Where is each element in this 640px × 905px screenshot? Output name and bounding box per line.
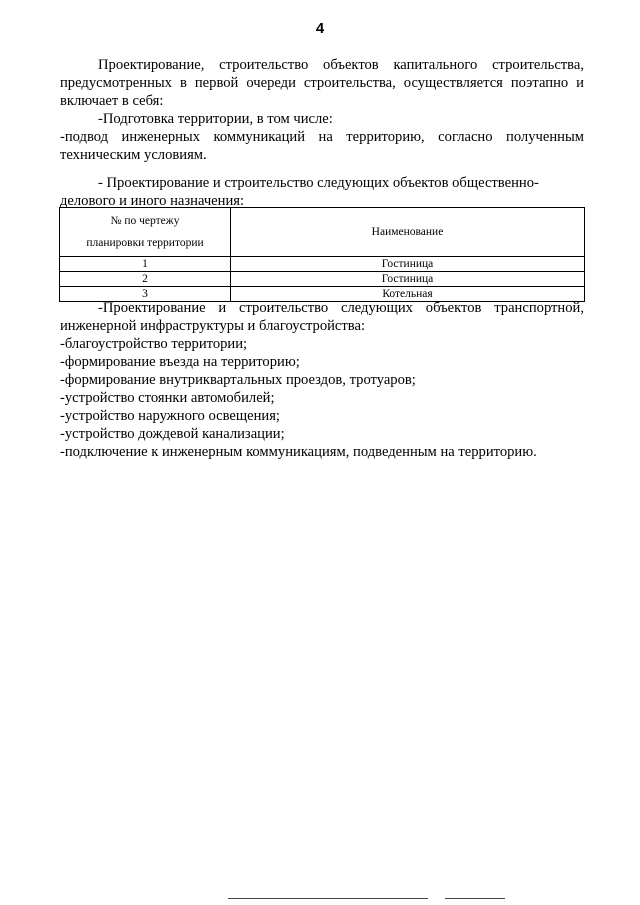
table-row [60, 257, 585, 272]
row-number: 1 [60, 257, 231, 272]
territory-prep-item-line1: -подвод инженерных коммуникаций на территорию, согласно полученным [60, 129, 584, 145]
list-item: -устройство наружного освещения; [60, 408, 280, 424]
header-number-cell [60, 208, 231, 257]
page-number: 4 [315, 20, 325, 37]
row-number: 2 [60, 272, 231, 287]
header-number-line1: № по чертежу [110, 215, 180, 227]
row-name: Котельная [231, 287, 585, 302]
list-item: -устройство дождевой канализации; [60, 426, 285, 442]
row-number: 3 [60, 287, 231, 302]
objects-table [59, 207, 585, 302]
list-item: -формирование внутриквартальных проездов, тротуаров; [60, 372, 416, 388]
list-item: -формирование въезда на территорию; [60, 354, 300, 370]
public-objects-section [60, 174, 584, 210]
intro-text: Проектирование, строительство объектов капитального строительства, предусмотренных в первой очереди строительства, осуществляется поэтапно и включает в себя: [60, 57, 584, 109]
public-objects-line2: делового и иного назначения: [60, 193, 245, 209]
row-name: Гостиница [231, 272, 585, 287]
table-header-row [60, 208, 585, 257]
row-name: Гостиница [231, 257, 585, 272]
public-objects-line1: - Проектирование и строительство следующих объектов общественно- [98, 175, 539, 191]
footer-divider [228, 898, 428, 899]
list-item: -подключение к инженерным коммуникациям, подведенным на территорию. [60, 444, 537, 460]
list-item: -устройство стоянки автомобилей; [60, 390, 275, 406]
territory-prep-heading: -Подготовка территории, в том числе: [98, 111, 333, 127]
footer-divider-short [445, 898, 505, 899]
header-name-cell: Наименование [231, 208, 585, 257]
list-item: -благоустройство территории; [60, 336, 248, 352]
intro-paragraph [60, 56, 584, 110]
infrastructure-section [60, 299, 584, 461]
header-number-line2: планировки территории [86, 237, 204, 249]
infrastructure-line2: инженерной инфраструктуры и благоустройства: [60, 318, 366, 334]
table-row [60, 272, 585, 287]
infrastructure-line1: -Проектирование и строительство следующих объектов транспортной, [98, 300, 584, 316]
territory-prep-item-line2: техническим условиям. [60, 147, 207, 163]
territory-prep-section [60, 110, 584, 164]
